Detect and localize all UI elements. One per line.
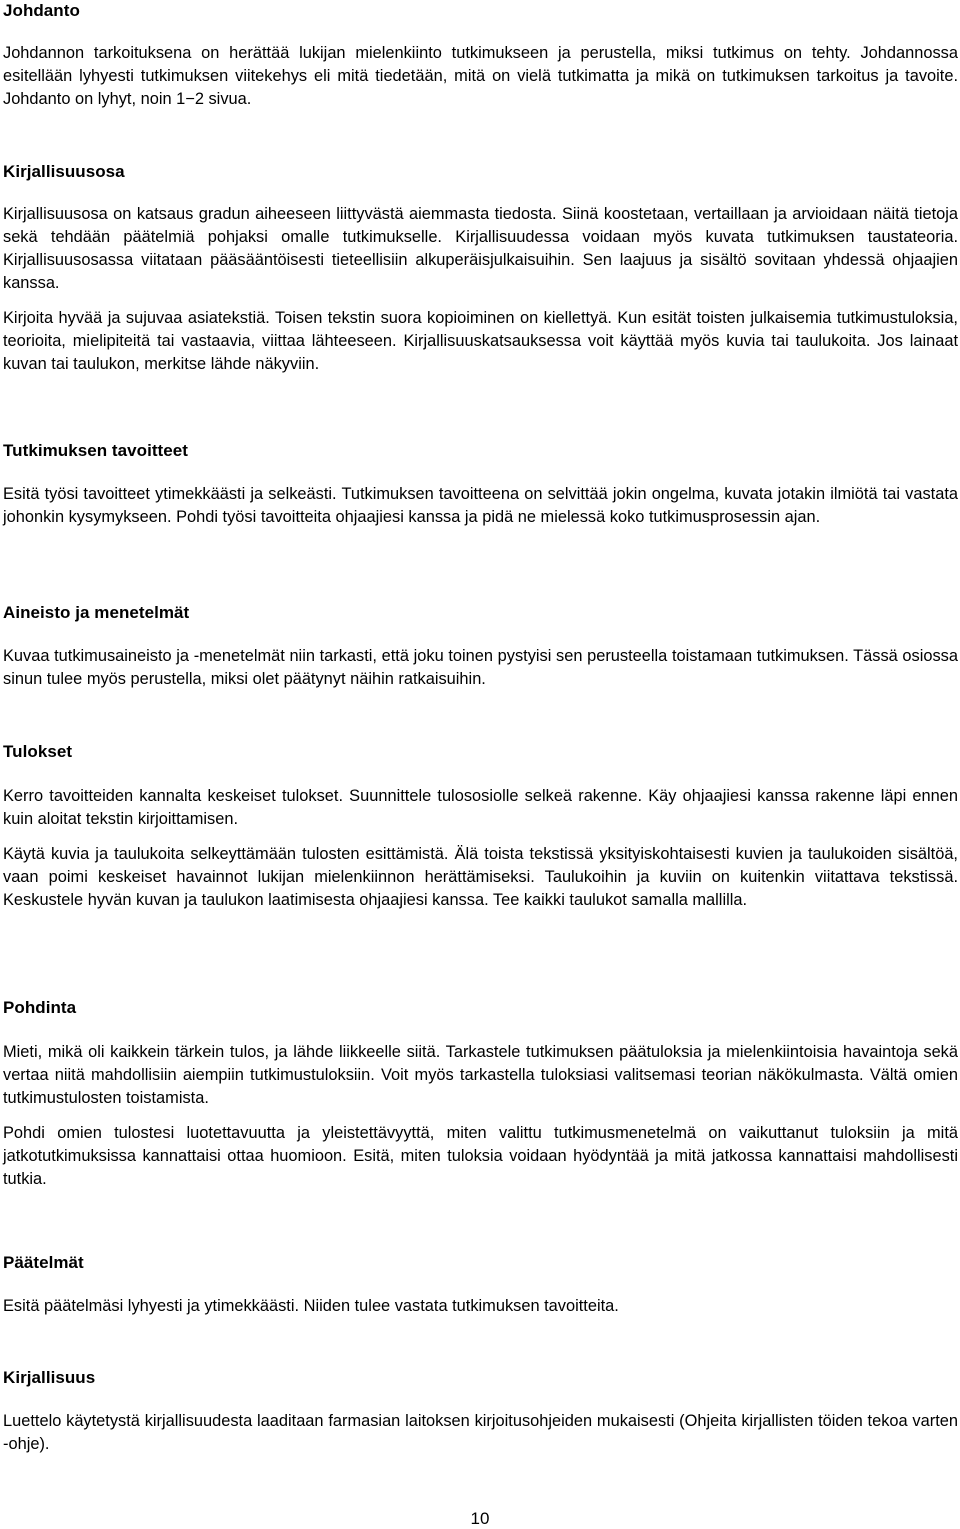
paragraph: Pohdi omien tulostesi luotettavuutta ja yleistettävyyttä, miten valittu tutkimusmenetelmä on vaikuttanut tuloksiin ja mitä jatkotutkimuksissa kannattaisi ottaa huomioon. Esitä, miten tuloksia voidaan hyödyntää ja mitä jatkossa kannattaisi mahdollisesti tutkia. [3, 1124, 958, 1188]
section-heading: Tulokset [3, 742, 73, 761]
paragraph: Kirjallisuusosa on katsaus gradun aiheeseen liittyvästä aiemmasta tiedosta. Siinä koostetaan, vertaillaan ja arvioidaan näitä tietoja sekä tehdään päätelmiä pohjaksi omalle tutkimukselle. Kirjallisuudessa voidaan myös kuvata tutkimuksen taustateoria. Kirjallisuusosassa viitataan pääsääntöisesti tieteellisiin alkuperäisjulkaisuihin. Sen laajuus ja sisältö sovitaan yhdessä ohjaajien kanssa. [3, 205, 958, 292]
section-tulokset [3, 741, 958, 912]
section-aineisto-ja-menetelmat [3, 602, 958, 691]
paragraph: Mieti, mikä oli kaikkein tärkein tulos, ja lähde liikkeelle siitä. Tarkastele tutkimuksen päätuloksia ja mielenkiintoisia havaintoja sekä vertaa niitä mahdollisiin aiempiin tutkimustuloksiin. Voit myös tarkastella tuloksiasi valitsemasi teorian näkökulmasta. Vältä omien tutkimustulosten toistamista. [3, 1043, 958, 1107]
paragraph: Kerro tavoitteiden kannalta keskeiset tulokset. Suunnittele tulososiolle selkeä rakenne. Käy ohjaajiesi kanssa rakenne läpi ennen kuin aloitat tekstin kirjoittamisen. [3, 787, 958, 828]
paragraph: Kuvaa tutkimusaineisto ja -menetelmät niin tarkasti, että joku toinen pystyisi sen perusteella toistamaan tutkimuksen. Tässä osiossa sinun tulee myös perustella, miksi olet päätynyt näihin ratkaisuihin. [3, 647, 958, 688]
section-heading: Pohdinta [3, 998, 77, 1017]
paragraph: Luettelo käytetystä kirjallisuudesta laaditaan farmasian laitoksen kirjoitusohjeiden mukaisesti (Ohjeita kirjallisten töiden tekoa varten -ohje). [3, 1412, 958, 1453]
page-number: 10 [470, 1509, 490, 1528]
paragraph: Käytä kuvia ja taulukoita selkeyttämään tulosten esittämistä. Älä toista tekstissä yksityiskohtaisesti kuvien ja taulukoiden sisältöä, vaan poimi keskeiset havainnot lukijan mielenkiinnon herättämiseksi. Taulukoihin ja kuviin on kuitenkin viitattava tekstissä. Keskustele hyvän kuvan ja taulukon laatimisesta ohjaajiesi kanssa. Tee kaikki taulukot samalla mallilla. [3, 845, 958, 909]
section-heading: Aineisto ja menetelmät [3, 603, 190, 622]
section-heading: Kirjallisuus [3, 1368, 96, 1387]
section-heading: Johdanto [3, 1, 80, 20]
section-tutkimuksen-tavoitteet [3, 440, 958, 529]
section-pohdinta [3, 997, 958, 1191]
section-paatelmat [3, 1252, 958, 1318]
section-kirjallisuusosa [3, 161, 958, 376]
section-johdanto [3, 0, 958, 111]
section-heading: Tutkimuksen tavoitteet [3, 441, 188, 460]
paragraph: Esitä päätelmäsi lyhyesti ja ytimekkäästi. Niiden tulee vastata tutkimuksen tavoitteita. [3, 1297, 619, 1315]
section-heading: Kirjallisuusosa [3, 162, 125, 181]
paragraph: Esitä työsi tavoitteet ytimekkäästi ja selkeästi. Tutkimuksen tavoitteena on selvittää jokin ongelma, kuvata jotakin ilmiötä tai vastata johonkin kysymykseen. Pohdi työsi tavoitteita ohjaajiesi kanssa ja pidä ne mielessä koko tutkimusprosessin ajan. [3, 485, 958, 526]
paragraph: Johdannon tarkoituksena on herättää lukijan mielenkiinto tutkimukseen ja perustella, miksi tutkimus on tehty. Johdannossa esitellään lyhyesti tutkimuksen viitekehys eli mitä tiedetään, mitä on vielä tutkimatta ja mikä on tutkimuksen tarkoitus ja tavoite. Johdanto on lyhyt, noin 1−2 sivua. [3, 44, 958, 108]
section-heading: Päätelmät [3, 1253, 84, 1272]
paragraph: Kirjoita hyvää ja sujuvaa asiatekstiä. Toisen tekstin suora kopioiminen on kiellettyä. Kun esität toisten julkaisemia tutkimustuloksia, teorioita, mielipiteitä tai vastaavia, viittaa lähteeseen. Kirjallisuuskatsauksessa voit käyttää myös kuvia tai taulukoita. Jos lainaat kuvan tai taulukon, merkitse lähde näkyviin. [3, 309, 958, 373]
section-kirjallisuus [3, 1367, 958, 1456]
